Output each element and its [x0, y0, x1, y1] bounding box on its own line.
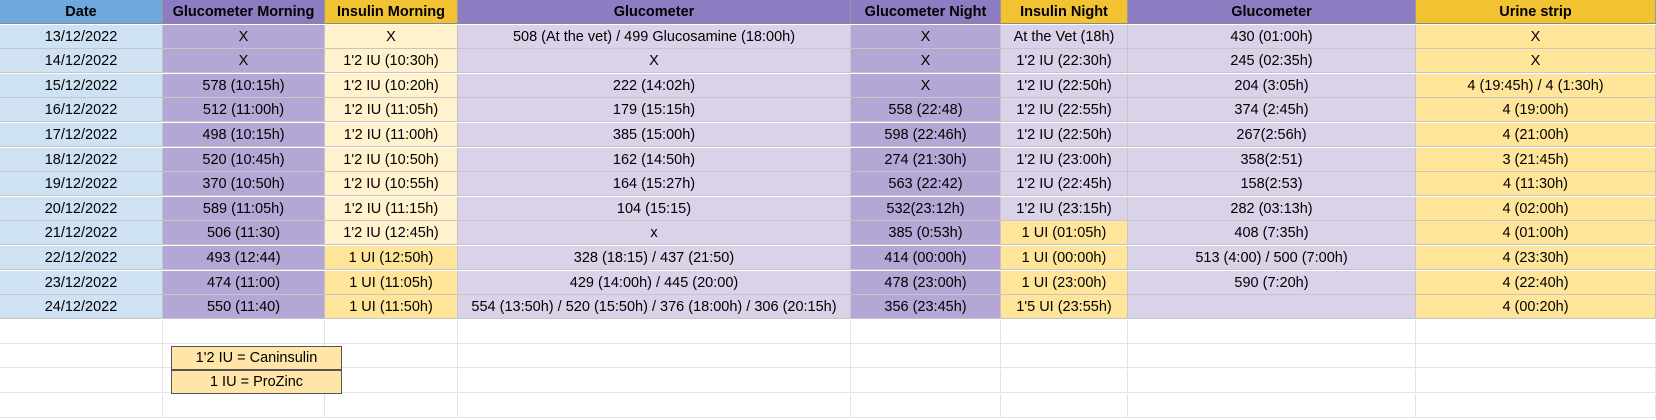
cell-glucometer-late[interactable]	[1128, 197, 1416, 221]
cell-insulin-night-text: 1 UI (01:05h)	[1021, 224, 1107, 241]
cell-glucometer-day-text: 164 (15:27h)	[612, 175, 696, 192]
cell-date[interactable]	[0, 25, 163, 49]
cell-insulin-morning-text: 1'2 IU (12:45h)	[343, 224, 439, 241]
empty-cell[interactable]	[1128, 344, 1416, 368]
cell-glucometer-night[interactable]	[851, 295, 1001, 319]
cell-urine-strip[interactable]	[1416, 49, 1656, 73]
header-glucometer-night[interactable]	[851, 0, 1001, 24]
cell-glucometer-night-text: 414 (00:00h)	[884, 249, 967, 266]
header-glucometer-day-text: Glucometer	[613, 3, 695, 20]
cell-urine-strip[interactable]	[1416, 123, 1656, 147]
cell-date[interactable]	[0, 246, 163, 270]
empty-cell[interactable]	[851, 344, 1001, 368]
cell-glucometer-day[interactable]	[458, 172, 851, 196]
cell-glucometer-night[interactable]	[851, 98, 1001, 122]
cell-glucometer-day-text: 385 (15:00h)	[612, 126, 696, 143]
header-glucometer-late[interactable]	[1128, 0, 1416, 24]
cell-glucometer-morning-text: 498 (10:15h)	[202, 126, 285, 143]
cell-glucometer-morning-text: 512 (11:00h)	[202, 101, 285, 118]
cell-glucometer-late-text: 374 (2:45h)	[1234, 101, 1309, 118]
cell-insulin-night-text: 1 UI (00:00h)	[1021, 249, 1107, 266]
header-date[interactable]	[0, 0, 163, 24]
cell-insulin-morning-text: 1'2 IU (11:00h)	[343, 126, 439, 143]
cell-glucometer-day[interactable]	[458, 295, 851, 319]
cell-insulin-night[interactable]	[1001, 98, 1128, 122]
cell-glucometer-night[interactable]	[851, 172, 1001, 196]
cell-glucometer-late-text: 408 (7:35h)	[1234, 224, 1309, 241]
cell-insulin-morning-text: 1'2 IU (10:55h)	[343, 175, 439, 192]
cell-glucometer-late-text: 245 (02:35h)	[1230, 52, 1313, 69]
cell-glucometer-day[interactable]	[458, 74, 851, 98]
cell-glucometer-late[interactable]	[1128, 25, 1416, 49]
cell-glucometer-late-text: 204 (3:05h)	[1234, 77, 1309, 94]
cell-glucometer-night[interactable]	[851, 123, 1001, 147]
cell-glucometer-late[interactable]	[1128, 74, 1416, 98]
cell-glucometer-night[interactable]	[851, 148, 1001, 172]
cell-date-text: 18/12/2022	[44, 151, 118, 168]
cell-date[interactable]	[0, 123, 163, 147]
cell-glucometer-morning-text: 520 (10:45h)	[202, 151, 285, 168]
table-row	[0, 123, 1656, 147]
cell-insulin-morning-text: 1 UI (12:50h)	[348, 249, 434, 266]
empty-cell[interactable]	[1416, 344, 1656, 368]
empty-cell[interactable]	[1001, 344, 1128, 368]
cell-insulin-morning[interactable]	[325, 221, 458, 245]
cell-date[interactable]	[0, 295, 163, 319]
legend-prozinc[interactable]	[171, 370, 342, 394]
cell-urine-strip[interactable]	[1416, 172, 1656, 196]
table-row	[0, 271, 1656, 295]
table-row	[0, 172, 1656, 196]
cell-urine-strip-text: 3 (21:45h)	[1502, 151, 1569, 168]
cell-glucometer-morning-text: 370 (10:50h)	[202, 175, 285, 192]
cell-glucometer-night-text: 478 (23:00h)	[884, 274, 967, 291]
cell-insulin-morning-text: 1 UI (11:50h)	[349, 298, 433, 315]
cell-glucometer-morning[interactable]	[163, 49, 325, 73]
cell-glucometer-night-text: X	[920, 52, 931, 69]
empty-cell[interactable]	[325, 320, 458, 344]
cell-glucometer-night-text: 598 (22:46h)	[884, 126, 967, 143]
header-insulin-morning[interactable]	[325, 0, 458, 24]
cell-glucometer-night[interactable]	[851, 246, 1001, 270]
cell-urine-strip-text: 4 (00:20h)	[1502, 298, 1569, 315]
cell-insulin-night[interactable]	[1001, 74, 1128, 98]
cell-date-text: 23/12/2022	[44, 274, 118, 291]
header-glucometer-morning[interactable]	[163, 0, 325, 24]
cell-glucometer-morning[interactable]	[163, 148, 325, 172]
cell-glucometer-day-text: 328 (18:15) / 437 (21:50)	[573, 249, 735, 266]
cell-glucometer-night-text: 356 (23:45h)	[884, 298, 967, 315]
cell-insulin-morning-text: 1'2 IU (11:05h)	[343, 101, 439, 118]
cell-glucometer-night[interactable]	[851, 197, 1001, 221]
cell-urine-strip-text: X	[1530, 52, 1541, 69]
cell-glucometer-morning[interactable]	[163, 25, 325, 49]
cell-glucometer-day[interactable]	[458, 221, 851, 245]
cell-glucometer-day[interactable]	[458, 123, 851, 147]
cell-date-text: 15/12/2022	[44, 77, 118, 94]
cell-insulin-morning[interactable]	[325, 98, 458, 122]
cell-insulin-morning-text: X	[386, 28, 396, 45]
cell-insulin-morning[interactable]	[325, 197, 458, 221]
cell-date-text: 19/12/2022	[44, 175, 118, 192]
cell-date-text: 22/12/2022	[44, 249, 118, 266]
cell-glucometer-night-text: X	[920, 28, 931, 45]
cell-glucometer-day-text: 104 (15:15)	[616, 200, 692, 217]
cell-glucometer-night[interactable]	[851, 49, 1001, 73]
cell-glucometer-day-text: 554 (13:50h) / 520 (15:50h) / 376 (18:00h) / 306 (20:15h)	[471, 298, 837, 315]
cell-insulin-night[interactable]	[1001, 271, 1128, 295]
cell-glucometer-night[interactable]	[851, 221, 1001, 245]
cell-glucometer-night[interactable]	[851, 25, 1001, 49]
cell-urine-strip-text: 4 (01:00h)	[1502, 224, 1569, 241]
cell-insulin-night-text: 1'2 IU (22:55h)	[1016, 101, 1112, 118]
cell-glucometer-late[interactable]	[1128, 246, 1416, 270]
legend-caninsulin-text: 1'2 IU = Caninsulin	[195, 350, 318, 366]
cell-glucometer-late[interactable]	[1128, 123, 1416, 147]
cell-date[interactable]	[0, 148, 163, 172]
cell-glucometer-morning[interactable]	[163, 123, 325, 147]
cell-glucometer-night-text: 558 (22:48)	[888, 101, 963, 118]
cell-date-text: 14/12/2022	[44, 52, 118, 69]
empty-row	[0, 320, 1656, 344]
cell-date[interactable]	[0, 98, 163, 122]
cell-glucometer-late-text: 282 (03:13h)	[1230, 200, 1313, 217]
cell-insulin-night[interactable]	[1001, 295, 1128, 319]
header-insulin-night-text: Insulin Night	[1020, 3, 1108, 20]
cell-urine-strip[interactable]	[1416, 221, 1656, 245]
cell-glucometer-day-text: 222 (14:02h)	[612, 77, 696, 94]
cell-date[interactable]	[0, 221, 163, 245]
cell-glucometer-late-text: 590 (7:20h)	[1234, 274, 1309, 291]
empty-cell[interactable]	[1128, 369, 1416, 393]
cell-insulin-night[interactable]	[1001, 25, 1128, 49]
cell-glucometer-day-text: 429 (14:00h) / 445 (20:00)	[569, 274, 739, 291]
cell-insulin-morning[interactable]	[325, 74, 458, 98]
empty-cell[interactable]	[851, 320, 1001, 344]
empty-cell[interactable]	[1416, 369, 1656, 393]
empty-cell[interactable]	[1128, 394, 1416, 418]
empty-cell[interactable]	[458, 320, 851, 344]
empty-cell[interactable]	[0, 344, 163, 368]
cell-glucometer-day-text: x	[650, 224, 658, 241]
empty-cell[interactable]	[325, 394, 458, 418]
cell-glucometer-night[interactable]	[851, 74, 1001, 98]
cell-glucometer-morning[interactable]	[163, 74, 325, 98]
empty-cell[interactable]	[1001, 394, 1128, 418]
cell-glucometer-day[interactable]	[458, 25, 851, 49]
cell-urine-strip[interactable]	[1416, 246, 1656, 270]
cell-date-text: 17/12/2022	[44, 126, 118, 143]
cell-glucometer-morning-text: X	[238, 52, 249, 69]
table-row	[0, 98, 1656, 122]
cell-glucometer-morning-text: 578 (10:15h)	[202, 77, 285, 94]
cell-glucometer-morning[interactable]	[163, 98, 325, 122]
legend-prozinc-text: 1 IU = ProZinc	[209, 374, 304, 390]
header-row	[0, 0, 1656, 24]
cell-date-text: 24/12/2022	[44, 298, 118, 315]
cell-glucometer-late-text: 513 (4:00) / 500 (7:00h)	[1195, 249, 1348, 266]
cell-glucometer-late-text: 267(2:56h)	[1236, 126, 1307, 143]
cell-glucometer-late-text: 358(2:51)	[1240, 151, 1303, 168]
cell-insulin-morning[interactable]	[325, 172, 458, 196]
cell-urine-strip-text: 4 (02:00h)	[1502, 200, 1569, 217]
table-row	[0, 25, 1656, 49]
cell-insulin-morning-text: 1'2 IU (10:30h)	[343, 52, 439, 69]
cell-urine-strip-text: 4 (23:30h)	[1502, 249, 1569, 266]
cell-glucometer-late[interactable]	[1128, 271, 1416, 295]
cell-insulin-morning[interactable]	[325, 295, 458, 319]
empty-cell[interactable]	[1416, 394, 1656, 418]
cell-date[interactable]	[0, 197, 163, 221]
cell-glucometer-night[interactable]	[851, 271, 1001, 295]
cell-date-text: 16/12/2022	[44, 101, 118, 118]
cell-glucometer-day-text: X	[649, 52, 659, 69]
cell-insulin-morning[interactable]	[325, 246, 458, 270]
empty-cell[interactable]	[325, 369, 458, 393]
cell-glucometer-day[interactable]	[458, 148, 851, 172]
cell-glucometer-night-text: 274 (21:30h)	[884, 151, 967, 168]
cell-glucometer-late[interactable]	[1128, 148, 1416, 172]
table-row	[0, 74, 1656, 98]
header-insulin-night[interactable]	[1001, 0, 1128, 24]
cell-glucometer-late[interactable]	[1128, 295, 1416, 319]
cell-glucometer-day[interactable]	[458, 98, 851, 122]
cell-date-text: 21/12/2022	[44, 224, 118, 241]
cell-glucometer-day-text: 179 (15:15h)	[612, 101, 696, 118]
table-row	[0, 295, 1656, 319]
empty-cell[interactable]	[1128, 320, 1416, 344]
cell-urine-strip-text: 4 (11:30h)	[1502, 175, 1569, 192]
table-row	[0, 197, 1656, 221]
cell-urine-strip[interactable]	[1416, 25, 1656, 49]
cell-glucometer-day-text: 162 (14:50h)	[612, 151, 696, 168]
header-glucometer-day[interactable]	[458, 0, 851, 24]
header-glucometer-night-text: Glucometer Night	[864, 3, 987, 20]
cell-insulin-morning[interactable]	[325, 123, 458, 147]
cell-insulin-night[interactable]	[1001, 148, 1128, 172]
cell-insulin-night-text: 1 UI (23:00h)	[1021, 274, 1107, 291]
cell-glucometer-day[interactable]	[458, 49, 851, 73]
cell-glucometer-morning[interactable]	[163, 221, 325, 245]
cell-glucometer-morning-text: X	[238, 28, 249, 45]
empty-cell[interactable]	[0, 369, 163, 393]
table-row	[0, 221, 1656, 245]
cell-urine-strip[interactable]	[1416, 74, 1656, 98]
cell-glucometer-morning-text: 506 (11:30)	[206, 224, 281, 241]
cell-insulin-morning[interactable]	[325, 25, 458, 49]
empty-cell[interactable]	[458, 394, 851, 418]
empty-cell[interactable]	[0, 320, 163, 344]
cell-insulin-night-text: 1'2 IU (23:00h)	[1016, 151, 1112, 168]
cell-glucometer-late-text: 158(2:53)	[1240, 175, 1303, 192]
empty-cell[interactable]	[458, 344, 851, 368]
cell-urine-strip[interactable]	[1416, 98, 1656, 122]
empty-cell[interactable]	[163, 320, 325, 344]
cell-glucometer-late[interactable]	[1128, 49, 1416, 73]
cell-date[interactable]	[0, 172, 163, 196]
cell-date[interactable]	[0, 271, 163, 295]
cell-glucometer-late[interactable]	[1128, 172, 1416, 196]
cell-glucometer-morning[interactable]	[163, 295, 325, 319]
cell-insulin-morning[interactable]	[325, 49, 458, 73]
cell-insulin-night-text: 1'2 IU (22:50h)	[1016, 126, 1112, 143]
empty-cell[interactable]	[458, 369, 851, 393]
cell-glucometer-morning[interactable]	[163, 246, 325, 270]
cell-urine-strip-text: 4 (19:00h)	[1502, 101, 1569, 118]
cell-date-text: 20/12/2022	[44, 200, 118, 217]
cell-glucometer-late[interactable]	[1128, 221, 1416, 245]
table-row	[0, 148, 1656, 172]
cell-glucometer-morning[interactable]	[163, 172, 325, 196]
empty-cell[interactable]	[0, 394, 163, 418]
cell-urine-strip-text: X	[1530, 28, 1541, 45]
cell-insulin-morning[interactable]	[325, 271, 458, 295]
cell-urine-strip[interactable]	[1416, 148, 1656, 172]
header-insulin-morning-text: Insulin Morning	[337, 3, 445, 20]
cell-glucometer-night-text: 563 (22:42)	[888, 175, 963, 192]
empty-cell[interactable]	[1001, 369, 1128, 393]
header-glucometer-morning-text: Glucometer Morning	[172, 3, 315, 20]
header-urine-strip-text: Urine strip	[1499, 3, 1572, 20]
cell-urine-strip[interactable]	[1416, 271, 1656, 295]
empty-cell[interactable]	[1001, 320, 1128, 344]
cell-glucometer-night-text: 532(23:12h)	[886, 200, 965, 217]
table-row	[0, 49, 1656, 73]
cell-insulin-morning[interactable]	[325, 148, 458, 172]
header-date-text: Date	[65, 3, 97, 20]
cell-insulin-morning-text: 1'2 IU (11:15h)	[343, 200, 439, 217]
empty-cell[interactable]	[1416, 320, 1656, 344]
cell-glucometer-morning-text: 550 (11:40)	[206, 298, 281, 315]
header-glucometer-late-text: Glucometer	[1231, 3, 1312, 20]
cell-insulin-morning-text: 1'2 IU (10:20h)	[343, 77, 439, 94]
cell-date-text: 13/12/2022	[44, 28, 118, 45]
cell-insulin-night-text: 1'2 IU (23:15h)	[1016, 200, 1112, 217]
cell-insulin-night[interactable]	[1001, 49, 1128, 73]
cell-glucometer-morning-text: 493 (12:44)	[206, 249, 281, 266]
cell-insulin-night-text: 1'2 IU (22:30h)	[1016, 52, 1112, 69]
cell-glucometer-late-text: 430 (01:00h)	[1230, 28, 1313, 45]
cell-insulin-morning-text: 1 UI (11:05h)	[349, 274, 433, 291]
cell-insulin-night-text: 1'5 UI (23:55h)	[1016, 298, 1112, 315]
cell-urine-strip[interactable]	[1416, 197, 1656, 221]
cell-glucometer-morning[interactable]	[163, 197, 325, 221]
empty-row	[0, 394, 1656, 418]
cell-insulin-night-text: 1'2 IU (22:45h)	[1016, 175, 1112, 192]
cell-glucometer-late[interactable]	[1128, 98, 1416, 122]
cell-insulin-night-text: At the Vet (18h)	[1013, 28, 1115, 45]
cell-urine-strip-text: 4 (19:45h) / 4 (1:30h)	[1467, 77, 1604, 94]
cell-urine-strip-text: 4 (21:00h)	[1502, 126, 1569, 143]
cell-insulin-night-text: 1'2 IU (22:50h)	[1016, 77, 1112, 94]
cell-urine-strip-text: 4 (22:40h)	[1502, 274, 1569, 291]
cell-date[interactable]	[0, 49, 163, 73]
cell-glucometer-day-text: 508 (At the vet) / 499 Glucosamine (18:00h)	[512, 28, 796, 45]
cell-glucometer-day[interactable]	[458, 246, 851, 270]
cell-insulin-night[interactable]	[1001, 246, 1128, 270]
legend-caninsulin[interactable]	[171, 346, 342, 370]
cell-glucometer-night-text: X	[920, 77, 931, 94]
empty-cell[interactable]	[851, 369, 1001, 393]
cell-glucometer-day[interactable]	[458, 197, 851, 221]
cell-insulin-night[interactable]	[1001, 221, 1128, 245]
empty-cell[interactable]	[163, 394, 325, 418]
empty-cell[interactable]	[851, 394, 1001, 418]
header-urine-strip[interactable]	[1416, 0, 1656, 24]
empty-cell[interactable]	[325, 344, 458, 368]
cell-insulin-night[interactable]	[1001, 197, 1128, 221]
cell-glucometer-night-text: 385 (0:53h)	[888, 224, 963, 241]
cell-insulin-morning-text: 1'2 IU (10:50h)	[343, 151, 439, 168]
cell-glucometer-morning-text: 474 (11:00)	[206, 274, 281, 291]
cell-glucometer-morning-text: 589 (11:05h)	[202, 200, 285, 217]
cell-urine-strip[interactable]	[1416, 295, 1656, 319]
cell-insulin-night[interactable]	[1001, 172, 1128, 196]
cell-insulin-night[interactable]	[1001, 123, 1128, 147]
cell-date[interactable]	[0, 74, 163, 98]
cell-glucometer-day[interactable]	[458, 271, 851, 295]
cell-glucometer-morning[interactable]	[163, 271, 325, 295]
table-row	[0, 246, 1656, 270]
